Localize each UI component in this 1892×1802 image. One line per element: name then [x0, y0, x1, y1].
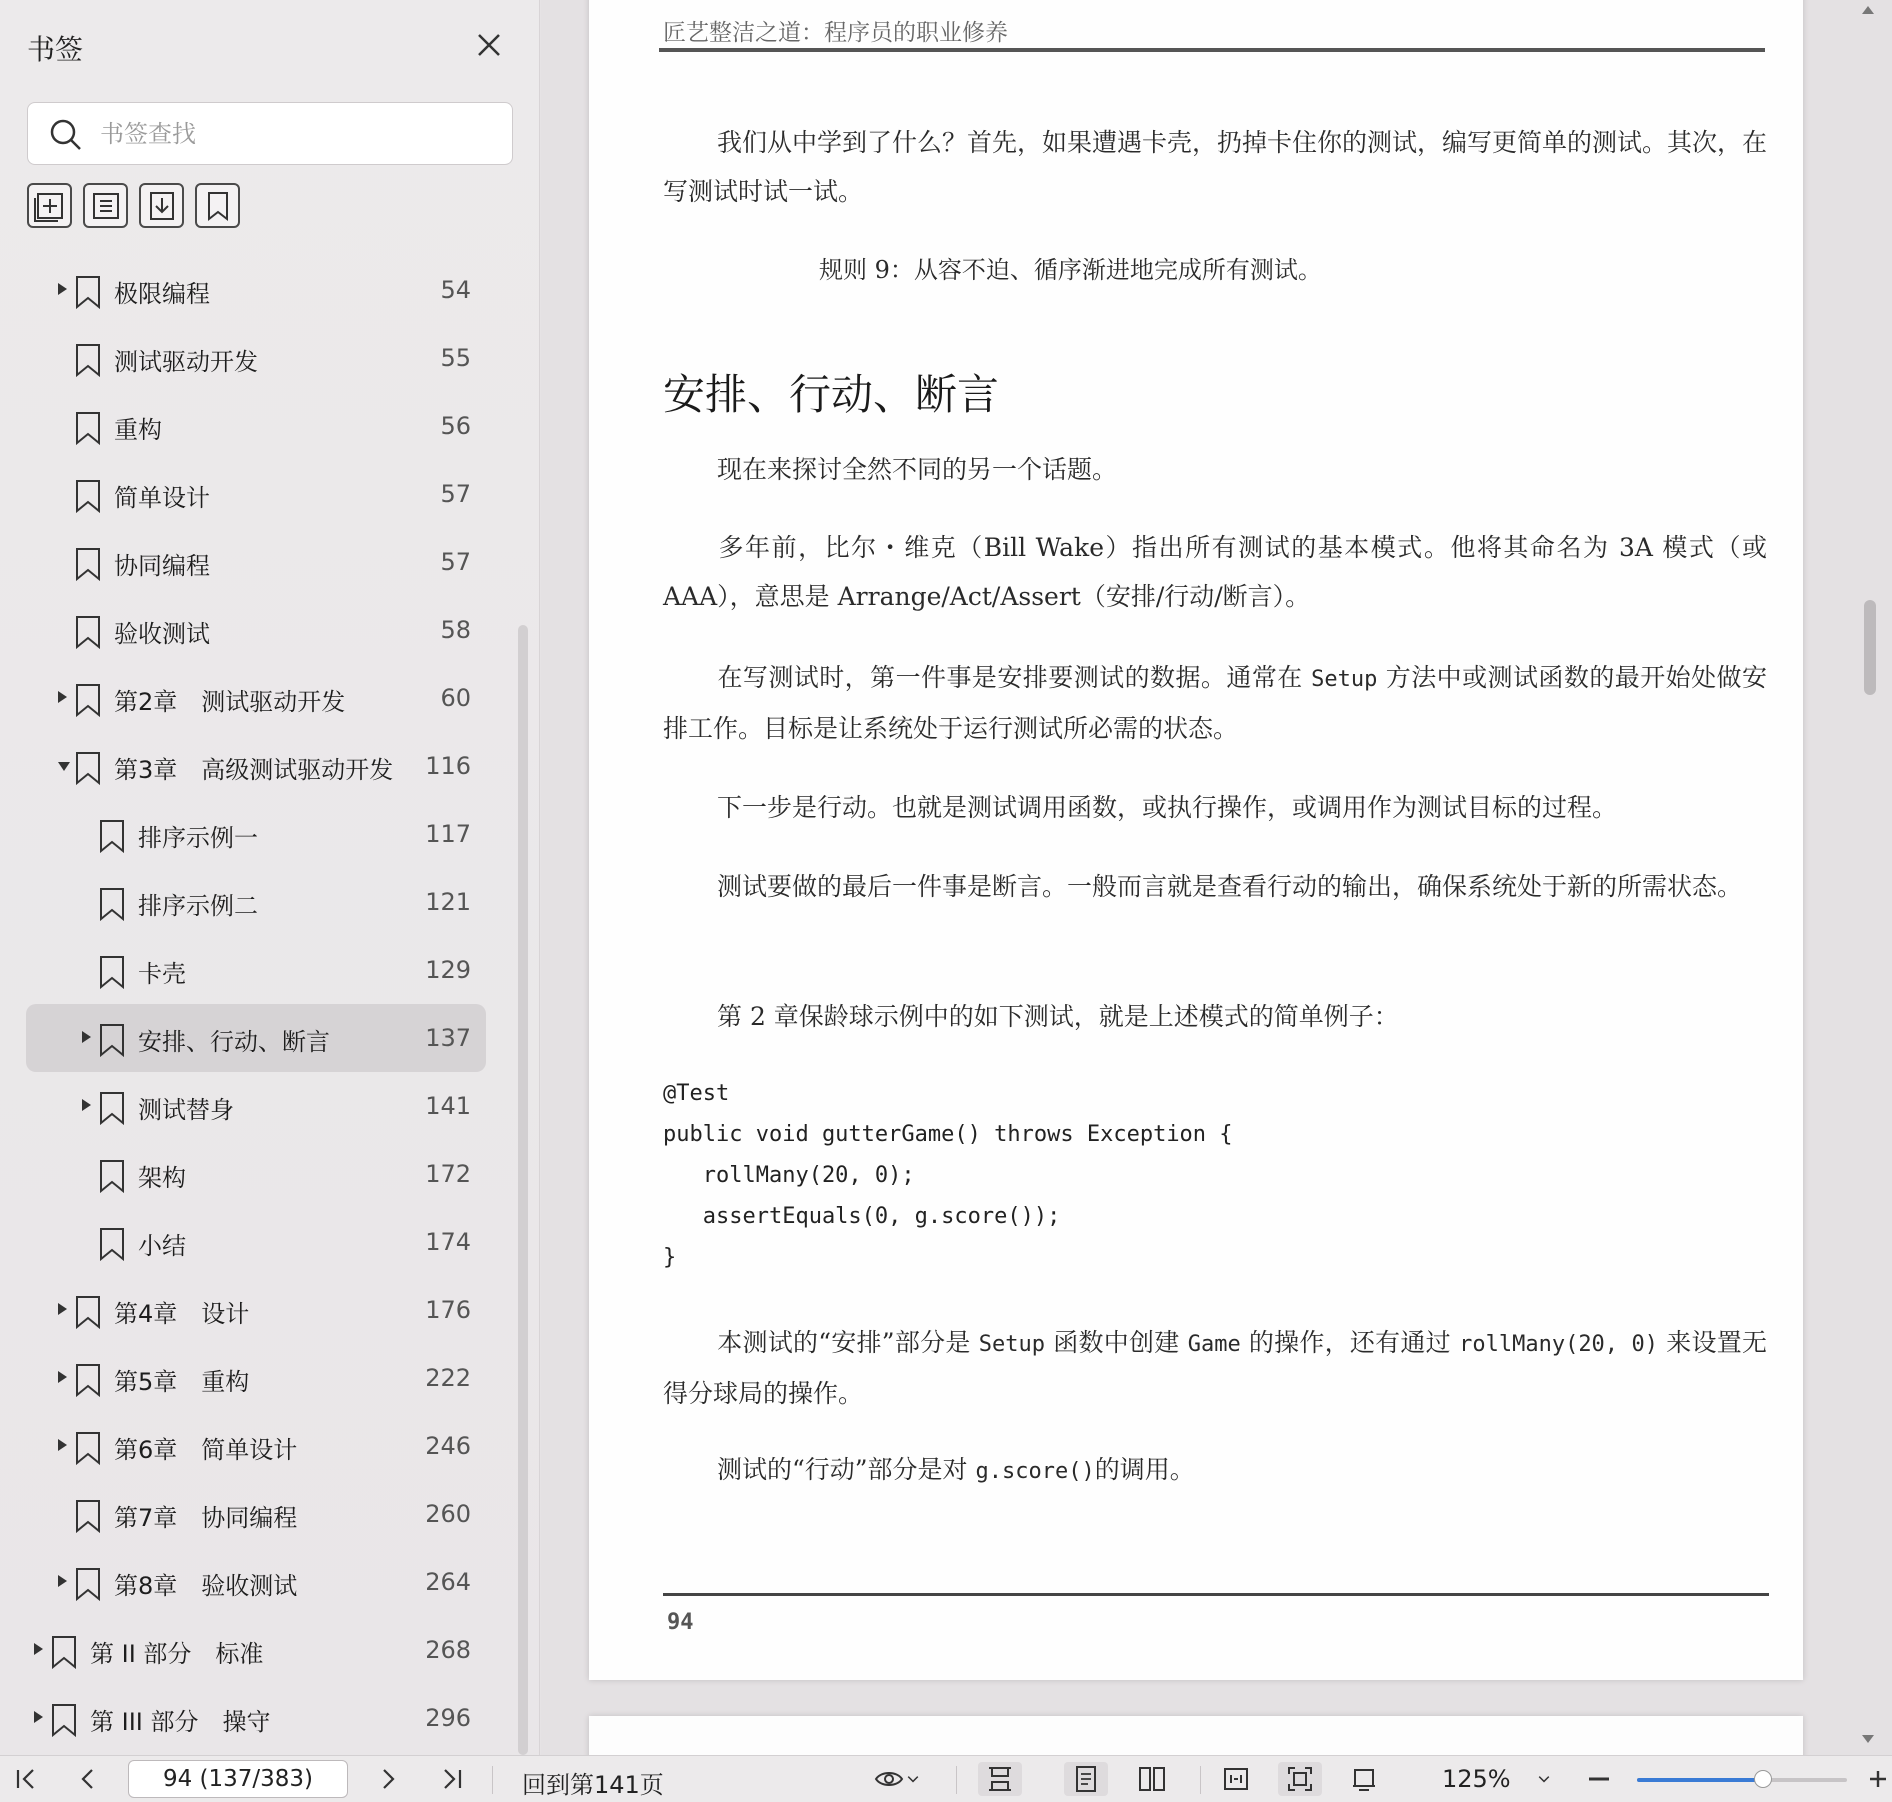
bookmark-label: 简单设计 [114, 484, 210, 512]
bookmark-label: 卡壳 [138, 960, 186, 988]
triangle-down-icon[interactable] [58, 762, 70, 771]
bookmark-label: 第 III 部分 操守 [90, 1708, 271, 1736]
bookmark-icon [74, 343, 102, 377]
paragraph: 多年前，比尔・维克（Bill Wake）指出所有测试的基本模式。他将其命名为 3A 模式（或 AAA），意思是 Arrange/Act/Assert（安排/行动/断言）。 [663, 533, 1767, 611]
bookmark-icon [98, 1023, 126, 1057]
two-page-button[interactable] [1130, 1762, 1174, 1796]
next-page [589, 1716, 1803, 1755]
bookmark-icon [98, 887, 126, 921]
bookmark-item[interactable] [26, 1004, 486, 1072]
bookmark-icon [74, 411, 102, 445]
section-heading: 安排、行动、断言 [663, 370, 1000, 419]
fit-page-button[interactable] [1278, 1762, 1322, 1796]
bookmark-icon [74, 1567, 102, 1601]
triangle-right-icon[interactable] [58, 283, 67, 295]
bookmark-tools [27, 183, 240, 228]
triangle-right-icon[interactable] [58, 1575, 67, 1587]
code-line: public void gutterGame() throws Exception { [663, 1122, 1233, 1147]
bookmark-item[interactable] [26, 732, 486, 800]
bookmark-label: 排序示例一 [138, 824, 258, 852]
two-page-icon [1137, 1764, 1167, 1794]
bookmark-item[interactable] [26, 392, 486, 460]
bookmark-page: 60 [440, 684, 471, 712]
zoom-slider-knob[interactable] [1754, 1770, 1772, 1788]
plus-icon [1866, 1764, 1890, 1794]
bookmark-label: 极限编程 [114, 280, 210, 308]
bookmark-item[interactable] [26, 1548, 486, 1616]
single-page-button[interactable] [1064, 1762, 1108, 1796]
bookmark-item[interactable] [26, 664, 486, 732]
bookmark-page: 268 [425, 1636, 471, 1664]
bookmark-item[interactable] [26, 1616, 486, 1684]
bookmark-icon [98, 955, 126, 989]
bookmark-page: 264 [425, 1568, 471, 1596]
running-head: 匠艺整洁之道：程序员的职业修养 [663, 20, 1008, 46]
bookmark-item[interactable] [26, 936, 486, 1004]
single-page-icon [1071, 1764, 1101, 1794]
fit-width-button[interactable] [1214, 1762, 1258, 1796]
bookmark-page: 58 [440, 616, 471, 644]
bookmark-item[interactable] [26, 868, 486, 936]
bookmark-page: 121 [425, 888, 471, 916]
bookmark-search-box[interactable] [27, 102, 513, 165]
bookmark-page: 260 [425, 1500, 471, 1528]
paragraph: 测试要做的最后一件事是断言。一般而言就是查看行动的输出，确保系统处于新的所需状态。 [717, 872, 1743, 901]
chevron-right-icon [373, 1764, 403, 1794]
toolbar-separator [1200, 1766, 1201, 1794]
footer-rule [663, 1593, 1769, 1596]
bookmark-page: 57 [440, 548, 471, 576]
bookmark-label: 测试替身 [138, 1096, 234, 1124]
page-number-input[interactable] [128, 1760, 348, 1798]
bookmark-page: 55 [440, 344, 471, 372]
bookmark-label: 协同编程 [114, 552, 210, 580]
bookmark-label: 第7章 协同编程 [114, 1504, 298, 1532]
paragraph: 现在来探讨全然不同的另一个话题。 [717, 455, 1118, 484]
header-rule [659, 48, 1765, 52]
bookmark-label: 小结 [138, 1232, 186, 1260]
close-icon[interactable] [472, 28, 506, 62]
add-bookmark-button[interactable] [27, 183, 72, 228]
zoom-level: 125% [1442, 1765, 1511, 1793]
bookmark-item[interactable] [26, 1208, 486, 1276]
bookmark-icon [74, 1431, 102, 1465]
chevron-down-icon [1535, 1770, 1553, 1788]
bottom-toolbar [0, 1755, 1892, 1802]
bookmark-icon [98, 1091, 126, 1125]
triangle-right-icon[interactable] [58, 1439, 67, 1451]
bookmark-page: 246 [425, 1432, 471, 1460]
bookmark-page: 296 [425, 1704, 471, 1732]
bookmark-list [26, 256, 486, 1752]
document-page [589, 0, 1803, 1680]
scroll-thumb[interactable] [1864, 600, 1876, 695]
search-icon [48, 117, 84, 153]
paragraph: 在写测试时，第一件事是安排要测试的数据。通常在 Setup 方法中或测试函数的最开始处做安排工作。目标是让系统处于运行测试所必需的状态。 [663, 663, 1768, 743]
code-line: rollMany(20, 0); [663, 1163, 915, 1188]
document-scrollbar[interactable] [1866, 0, 1888, 1755]
bookmark-icon [200, 188, 236, 224]
minus-icon [1584, 1764, 1614, 1794]
bookmark-icon [74, 615, 102, 649]
fit-page-icon [1285, 1764, 1315, 1794]
bookmark-icon [50, 1703, 78, 1737]
bookmark-item[interactable] [26, 1276, 486, 1344]
bookmark-icon [74, 547, 102, 581]
previous-page-button[interactable] [72, 1762, 104, 1796]
bookmark-icon [74, 1295, 102, 1329]
bookmark-item[interactable] [26, 1072, 486, 1140]
outdent-bookmark-button[interactable] [83, 183, 128, 228]
triangle-right-icon[interactable] [82, 1099, 91, 1111]
bookmark-page: 54 [440, 276, 471, 304]
page-layout-icon [1349, 1764, 1379, 1794]
bookmark-item[interactable] [26, 1344, 486, 1412]
bookmark-item[interactable] [26, 324, 486, 392]
code-line: @Test [663, 1081, 730, 1106]
triangle-right-icon[interactable] [34, 1643, 43, 1655]
bookmark-page: 174 [425, 1228, 471, 1256]
bookmark-icon [74, 275, 102, 309]
bookmark-icon [98, 819, 126, 853]
bookmark-icon [74, 479, 102, 513]
bookmark-item[interactable] [26, 1140, 486, 1208]
bookmark-icon [98, 1159, 126, 1193]
code-line: } [663, 1245, 677, 1270]
continuous-scroll-button[interactable] [978, 1762, 1022, 1796]
triangle-right-icon[interactable] [58, 691, 67, 703]
toolbar-separator [956, 1766, 957, 1794]
add-bookmark-icon [32, 188, 68, 224]
paragraph: 本测试的“安排”部分是 Setup 函数中创建 Game 的操作，还有通过 rollMany(20, 0) 来设置无得分球局的操作。 [663, 1328, 1768, 1408]
bookmark-search-input[interactable] [100, 113, 490, 155]
bookmark-item[interactable] [26, 800, 486, 868]
next-page-button[interactable] [372, 1762, 404, 1796]
bookmark-icon [74, 683, 102, 717]
code-block [663, 1073, 1233, 1278]
zoom-slider-fill [1637, 1778, 1763, 1782]
sidebar-scrollbar[interactable] [518, 625, 528, 1755]
last-page-button[interactable] [436, 1762, 468, 1796]
bookmark-icon [98, 1227, 126, 1261]
bookmark-page: 141 [425, 1092, 471, 1120]
paragraph: 第 2 章保龄球示例中的如下测试，就是上述模式的简单例子： [717, 1002, 1399, 1031]
triangle-right-icon[interactable] [34, 1711, 43, 1723]
bookmark-page: 172 [425, 1160, 471, 1188]
bookmark-label: 第8章 验收测试 [114, 1572, 298, 1600]
bookmark-item[interactable] [26, 460, 486, 528]
first-page-button[interactable] [10, 1762, 42, 1796]
zoom-out-button[interactable] [1584, 1762, 1614, 1796]
zoom-dropdown[interactable] [1530, 1762, 1558, 1796]
triangle-right-icon[interactable] [58, 1371, 67, 1383]
bookmark-label: 安排、行动、断言 [138, 1028, 330, 1056]
bookmark-label: 第2章 测试驱动开发 [114, 688, 346, 716]
document-viewport [541, 0, 1892, 1755]
zoom-in-button[interactable] [1866, 1762, 1890, 1796]
bookmark-label: 第5章 重构 [114, 1368, 250, 1396]
bookmark-item[interactable] [26, 1412, 486, 1480]
bookmark-icon [74, 1499, 102, 1533]
bookmark-page: 117 [425, 820, 471, 848]
bookmark-page: 116 [425, 752, 471, 780]
scroll-up-icon[interactable] [1862, 6, 1874, 14]
paragraph: 测试的“行动”部分是对 g.score()的调用。 [717, 1455, 1195, 1484]
bookmark-icon [74, 751, 102, 785]
bookmark-label: 测试驱动开发 [114, 348, 258, 376]
bookmark-page: 137 [425, 1024, 471, 1052]
fit-width-icon [1221, 1764, 1251, 1794]
bookmark-label: 排序示例二 [138, 892, 258, 920]
expand-bookmark-button[interactable] [139, 183, 184, 228]
chevron-left-icon [73, 1764, 103, 1794]
first-page-icon [11, 1764, 41, 1794]
bookmark-item[interactable] [26, 596, 486, 664]
outdent-bookmark-icon [88, 188, 124, 224]
bookmark-label: 重构 [114, 416, 162, 444]
bookmark-label: 第4章 设计 [114, 1300, 250, 1328]
bookmark-label: 验收测试 [114, 620, 210, 648]
sidebar-title: 书签 [27, 33, 84, 66]
scroll-down-icon[interactable] [1862, 1735, 1874, 1743]
bookmark-item[interactable] [26, 1684, 486, 1752]
page-number: 94 [667, 1610, 694, 1635]
bookmark-page: 57 [440, 480, 471, 508]
bookmark-page: 176 [425, 1296, 471, 1324]
bookmark-icon [74, 1363, 102, 1397]
expand-bookmark-icon [144, 188, 180, 224]
triangle-right-icon[interactable] [58, 1303, 67, 1315]
bookmark-page: 56 [440, 412, 471, 440]
bookmark-sidebar [0, 0, 540, 1755]
bookmark-item[interactable] [26, 256, 486, 324]
continuous-scroll-icon [985, 1764, 1015, 1794]
bookmark-page: 129 [425, 956, 471, 984]
rule-callout: 规则 9：从容不迫、循序渐进地完成所有测试。 [819, 256, 1322, 284]
bookmark-item[interactable] [26, 1480, 486, 1548]
bookmark-label: 第6章 简单设计 [114, 1436, 298, 1464]
new-bookmark-button[interactable] [195, 183, 240, 228]
bookmark-label: 第3章 高级测试驱动开发 [114, 756, 394, 784]
bookmark-page: 222 [425, 1364, 471, 1392]
paragraph: 下一步是行动。也就是测试调用函数，或执行操作，或调用作为测试目标的过程。 [717, 793, 1618, 822]
bookmark-label: 第 II 部分 标准 [90, 1640, 264, 1668]
bookmark-item[interactable] [26, 528, 486, 596]
go-back-link[interactable]: 回到第141页 [522, 1771, 664, 1799]
toolbar-separator [492, 1766, 493, 1794]
zoom-slider[interactable] [1637, 1778, 1847, 1782]
eye-icon [874, 1764, 904, 1794]
bookmark-label: 架构 [138, 1164, 186, 1192]
code-line: assertEquals(0, g.score()); [663, 1204, 1061, 1229]
page-layout-button[interactable] [1342, 1762, 1386, 1796]
triangle-right-icon[interactable] [82, 1031, 91, 1043]
view-mode-dropdown[interactable] [868, 1762, 928, 1796]
bookmark-icon [50, 1635, 78, 1669]
last-page-icon [437, 1764, 467, 1794]
chevron-down-icon [904, 1770, 922, 1788]
paragraph: 我们从中学到了什么？首先，如果遭遇卡壳，扔掉卡住你的测试，编写更简单的测试。其次，在写测试时试一试。 [663, 128, 1768, 206]
